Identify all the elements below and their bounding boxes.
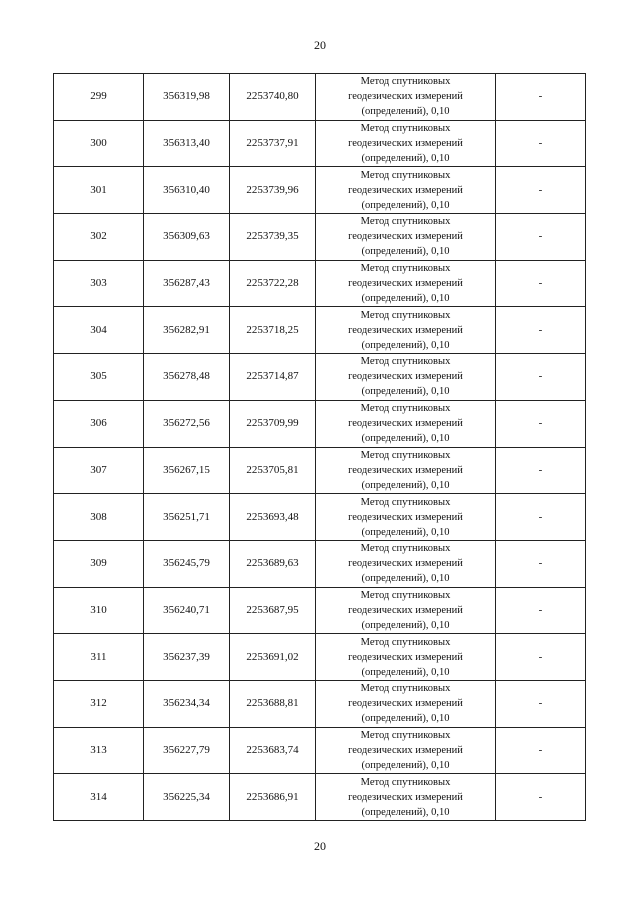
- method-text-line: геодезических измерений: [348, 791, 463, 803]
- point-number-cell: 307: [54, 447, 144, 494]
- page-number-bottom: 20: [314, 839, 326, 853]
- x-coordinate-cell: 356251,71: [144, 494, 230, 541]
- method-text-line: (определений), 0,10: [361, 713, 450, 725]
- table-row: [54, 680, 586, 727]
- method-text-line: геодезических измерений: [348, 138, 463, 150]
- y-coordinate-cell: 2253687,95: [230, 587, 316, 634]
- note-cell: -: [496, 120, 586, 167]
- y-coordinate-cell: 2253688,81: [230, 680, 316, 727]
- y-coordinate-cell: 2253709,99: [230, 400, 316, 447]
- y-coordinate-cell: 2253737,91: [230, 120, 316, 167]
- table-row: [54, 354, 586, 401]
- method-text-line: Метод спутниковых: [360, 636, 451, 648]
- method-text-line: (определений), 0,10: [361, 246, 450, 258]
- point-number-cell: 311: [54, 634, 144, 681]
- x-coordinate-cell: 356287,43: [144, 260, 230, 307]
- page-number-top: 20: [314, 38, 326, 52]
- y-coordinate-cell: 2253683,74: [230, 727, 316, 774]
- note-cell: -: [496, 167, 586, 214]
- method-text-line: Метод спутниковых: [360, 589, 451, 601]
- table-row: [54, 727, 586, 774]
- method-text-line: Метод спутниковых: [360, 216, 451, 228]
- method-text-line: (определений), 0,10: [361, 106, 450, 118]
- x-coordinate-cell: 356278,48: [144, 354, 230, 401]
- note-cell: -: [496, 214, 586, 261]
- method-cell: [316, 260, 496, 307]
- point-number-cell: 309: [54, 540, 144, 587]
- method-text-line: Метод спутниковых: [360, 123, 451, 135]
- point-number-cell: 304: [54, 307, 144, 354]
- method-text-line: геодезических измерений: [348, 418, 463, 430]
- note-cell: -: [496, 74, 586, 121]
- table-row: [54, 120, 586, 167]
- method-cell: [316, 354, 496, 401]
- method-text-line: геодезических измерений: [348, 651, 463, 663]
- y-coordinate-cell: 2253686,91: [230, 774, 316, 821]
- note-cell: -: [496, 494, 586, 541]
- table-row: [54, 167, 586, 214]
- method-text-line: (определений), 0,10: [361, 293, 450, 305]
- table-row: [54, 634, 586, 681]
- point-number-cell: 308: [54, 494, 144, 541]
- x-coordinate-cell: 356309,63: [144, 214, 230, 261]
- method-cell: [316, 727, 496, 774]
- x-coordinate-cell: 356272,56: [144, 400, 230, 447]
- note-cell: -: [496, 400, 586, 447]
- method-text-line: (определений), 0,10: [361, 666, 450, 678]
- method-cell: [316, 494, 496, 541]
- method-text-line: геодезических измерений: [348, 91, 463, 103]
- method-text-line: геодезических измерений: [348, 698, 463, 710]
- method-text-line: геодезических измерений: [348, 511, 463, 523]
- method-text-line: Метод спутниковых: [360, 776, 451, 788]
- method-cell: [316, 447, 496, 494]
- y-coordinate-cell: 2253689,63: [230, 540, 316, 587]
- x-coordinate-cell: 356225,34: [144, 774, 230, 821]
- table-row: [54, 540, 586, 587]
- point-number-cell: 310: [54, 587, 144, 634]
- x-coordinate-cell: 356227,79: [144, 727, 230, 774]
- method-cell: [316, 587, 496, 634]
- method-text-line: Метод спутниковых: [360, 496, 451, 508]
- method-text-line: геодезических измерений: [348, 278, 463, 290]
- method-text-line: геодезических измерений: [348, 464, 463, 476]
- y-coordinate-cell: 2253714,87: [230, 354, 316, 401]
- note-cell: -: [496, 680, 586, 727]
- method-text-line: геодезических измерений: [348, 604, 463, 616]
- method-text-line: геодезических измерений: [348, 558, 463, 570]
- method-text-line: (определений), 0,10: [361, 573, 450, 585]
- method-text-line: (определений), 0,10: [361, 619, 450, 631]
- x-coordinate-cell: 356282,91: [144, 307, 230, 354]
- point-number-cell: 305: [54, 354, 144, 401]
- method-text-line: (определений), 0,10: [361, 199, 450, 211]
- x-coordinate-cell: 356313,40: [144, 120, 230, 167]
- point-number-cell: 314: [54, 774, 144, 821]
- method-cell: [316, 774, 496, 821]
- table-row: [54, 587, 586, 634]
- method-text-line: Метод спутниковых: [360, 403, 451, 415]
- method-text-line: Метод спутниковых: [360, 449, 451, 461]
- method-cell: [316, 167, 496, 214]
- point-number-cell: 306: [54, 400, 144, 447]
- method-text-line: Метод спутниковых: [360, 543, 451, 555]
- note-cell: -: [496, 354, 586, 401]
- point-number-cell: 302: [54, 214, 144, 261]
- method-text-line: (определений), 0,10: [361, 759, 450, 771]
- method-cell: [316, 400, 496, 447]
- y-coordinate-cell: 2253693,48: [230, 494, 316, 541]
- y-coordinate-cell: 2253739,35: [230, 214, 316, 261]
- method-text-line: (определений), 0,10: [361, 386, 450, 398]
- y-coordinate-cell: 2253739,96: [230, 167, 316, 214]
- x-coordinate-cell: 356310,40: [144, 167, 230, 214]
- method-cell: [316, 214, 496, 261]
- x-coordinate-cell: 356319,98: [144, 74, 230, 121]
- y-coordinate-cell: 2253705,81: [230, 447, 316, 494]
- method-text-line: (определений), 0,10: [361, 526, 450, 538]
- method-text-line: (определений), 0,10: [361, 806, 450, 818]
- method-text-line: Метод спутниковых: [360, 729, 451, 741]
- method-cell: [316, 74, 496, 121]
- method-text-line: (определений), 0,10: [361, 479, 450, 491]
- table-row: [54, 74, 586, 121]
- note-cell: -: [496, 307, 586, 354]
- method-cell: [316, 634, 496, 681]
- method-text-line: Метод спутниковых: [360, 76, 451, 88]
- point-number-cell: 299: [54, 74, 144, 121]
- x-coordinate-cell: 356267,15: [144, 447, 230, 494]
- method-text-line: Метод спутниковых: [360, 356, 451, 368]
- method-text-line: (определений), 0,10: [361, 339, 450, 351]
- table-row: [54, 214, 586, 261]
- method-text-line: геодезических измерений: [348, 324, 463, 336]
- table-row: [54, 447, 586, 494]
- table-row: [54, 494, 586, 541]
- x-coordinate-cell: 356237,39: [144, 634, 230, 681]
- point-number-cell: 303: [54, 260, 144, 307]
- x-coordinate-cell: 356240,71: [144, 587, 230, 634]
- note-cell: -: [496, 540, 586, 587]
- method-text-line: Метод спутниковых: [360, 263, 451, 275]
- y-coordinate-cell: 2253740,80: [230, 74, 316, 121]
- method-text-line: геодезических измерений: [348, 231, 463, 243]
- table-row: [54, 774, 586, 821]
- coordinates-table: [53, 73, 586, 821]
- y-coordinate-cell: 2253691,02: [230, 634, 316, 681]
- method-text-line: Метод спутниковых: [360, 169, 451, 181]
- note-cell: -: [496, 774, 586, 821]
- method-cell: [316, 540, 496, 587]
- method-text-line: геодезических измерений: [348, 744, 463, 756]
- method-cell: [316, 680, 496, 727]
- point-number-cell: 312: [54, 680, 144, 727]
- table-row: [54, 400, 586, 447]
- x-coordinate-cell: 356234,34: [144, 680, 230, 727]
- method-text-line: геодезических измерений: [348, 184, 463, 196]
- y-coordinate-cell: 2253722,28: [230, 260, 316, 307]
- method-text-line: Метод спутниковых: [360, 683, 451, 695]
- note-cell: -: [496, 447, 586, 494]
- point-number-cell: 313: [54, 727, 144, 774]
- method-text-line: геодезических измерений: [348, 371, 463, 383]
- point-number-cell: 300: [54, 120, 144, 167]
- table-row: [54, 307, 586, 354]
- note-cell: -: [496, 260, 586, 307]
- note-cell: -: [496, 727, 586, 774]
- method-cell: [316, 120, 496, 167]
- method-text-line: Метод спутниковых: [360, 309, 451, 321]
- method-cell: [316, 307, 496, 354]
- y-coordinate-cell: 2253718,25: [230, 307, 316, 354]
- note-cell: -: [496, 634, 586, 681]
- x-coordinate-cell: 356245,79: [144, 540, 230, 587]
- note-cell: -: [496, 587, 586, 634]
- point-number-cell: 301: [54, 167, 144, 214]
- table-row: [54, 260, 586, 307]
- method-text-line: (определений), 0,10: [361, 433, 450, 445]
- method-text-line: (определений), 0,10: [361, 153, 450, 165]
